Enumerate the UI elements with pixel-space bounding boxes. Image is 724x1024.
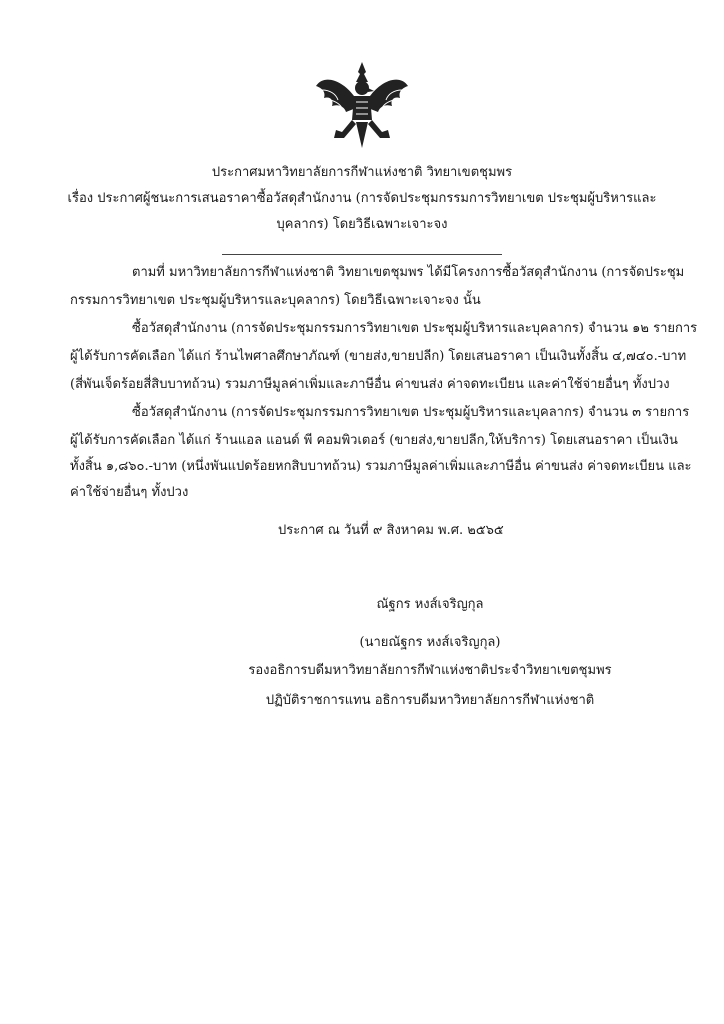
paragraph-3-line-3: ทั้งสิ้น ๑,๘๖๐.-บาท (หนึ่งพันแปดร้อยหกสิบบาทถ้วน) รวมภาษีมูลค่าเพิ่มและภาษีอื่น ค่าขนส่ง ค่าจดทะเบียน และ bbox=[70, 459, 692, 474]
header-divider bbox=[222, 254, 502, 255]
signatory-position-1: รองอธิการบดีมหาวิทยาลัยการกีฬาแห่งชาติประจำวิทยาเขตชุมพร bbox=[248, 663, 612, 678]
signatory-full-name: (นายณัฐกร หงส์เจริญกุล) bbox=[359, 635, 501, 650]
paragraph-1-line-1: ตามที่ มหาวิทยาลัยการกีฬาแห่งชาติ วิทยาเขตชุมพร ได้มีโครงการซื้อวัสดุสำนักงาน (การจัดประชุม bbox=[132, 265, 685, 280]
paragraph-2-line-1: ซื้อวัสดุสำนักงาน (การจัดประชุมกรรมการวิทยาเขต ประชุมผู้บริหารและบุคลากร) จำนวน ๑๒ รายการ bbox=[132, 321, 698, 336]
paragraph-2-line-3: (สี่พันเจ็ดร้อยสี่สิบบาทถ้วน) รวมภาษีมูลค่าเพิ่มและภาษีอื่น ค่าขนส่ง ค่าจดทะเบียน และค่าใช้จ่ายอื่นๆ ทั้งปวง bbox=[70, 377, 670, 392]
garuda-emblem-icon bbox=[312, 60, 412, 150]
announce-date: ประกาศ ณ วันที่ ๙ สิงหาคม พ.ศ. ๒๕๖๕ bbox=[278, 523, 504, 538]
announcement-title: ประกาศมหาวิทยาลัยการกีฬาแห่งชาติ วิทยาเขตชุมพร bbox=[211, 165, 513, 180]
paragraph-3-line-2: ผู้ได้รับการคัดเลือก ได้แก่ ร้านแอล แอนด์ พี คอมพิวเตอร์ (ขายส่ง,ขายปลีก,ให้บริการ) โดยเสนอราคา เป็นเงิน bbox=[70, 433, 678, 448]
paragraph-3-line-4: ค่าใช้จ่ายอื่นๆ ทั้งปวง bbox=[70, 485, 189, 500]
subject-line-2: บุคลากร) โดยวิธีเฉพาะเจาะจง bbox=[276, 217, 448, 232]
signatory-position-2: ปฏิบัติราชการแทน อธิการบดีมหาวิทยาลัยการกีฬาแห่งชาติ bbox=[265, 693, 595, 708]
paragraph-2-line-2: ผู้ได้รับการคัดเลือก ได้แก่ ร้านไพศาลศึกษาภัณฑ์ (ขายส่ง,ขายปลีก) โดยเสนอราคา เป็นเงินทั้งสิ้น ๔,๗๔๐.-บาท bbox=[70, 349, 687, 364]
paragraph-1-line-2: กรรมการวิทยาเขต ประชุมผู้บริหารและบุคลากร) โดยวิธีเฉพาะเจาะจง นั้น bbox=[70, 293, 481, 308]
paragraph-3-line-1: ซื้อวัสดุสำนักงาน (การจัดประชุมกรรมการวิทยาเขต ประชุมผู้บริหารและบุคลากร) จำนวน ๓ รายการ bbox=[132, 405, 690, 420]
signature-name: ณัฐกร หงส์เจริญกุล bbox=[376, 597, 484, 612]
subject-line-1: เรื่อง ประกาศผู้ชนะการเสนอราคาซื้อวัสดุสำนักงาน (การจัดประชุมกรรมการวิทยาเขต ประชุมผู้บริหารและ bbox=[67, 191, 657, 206]
